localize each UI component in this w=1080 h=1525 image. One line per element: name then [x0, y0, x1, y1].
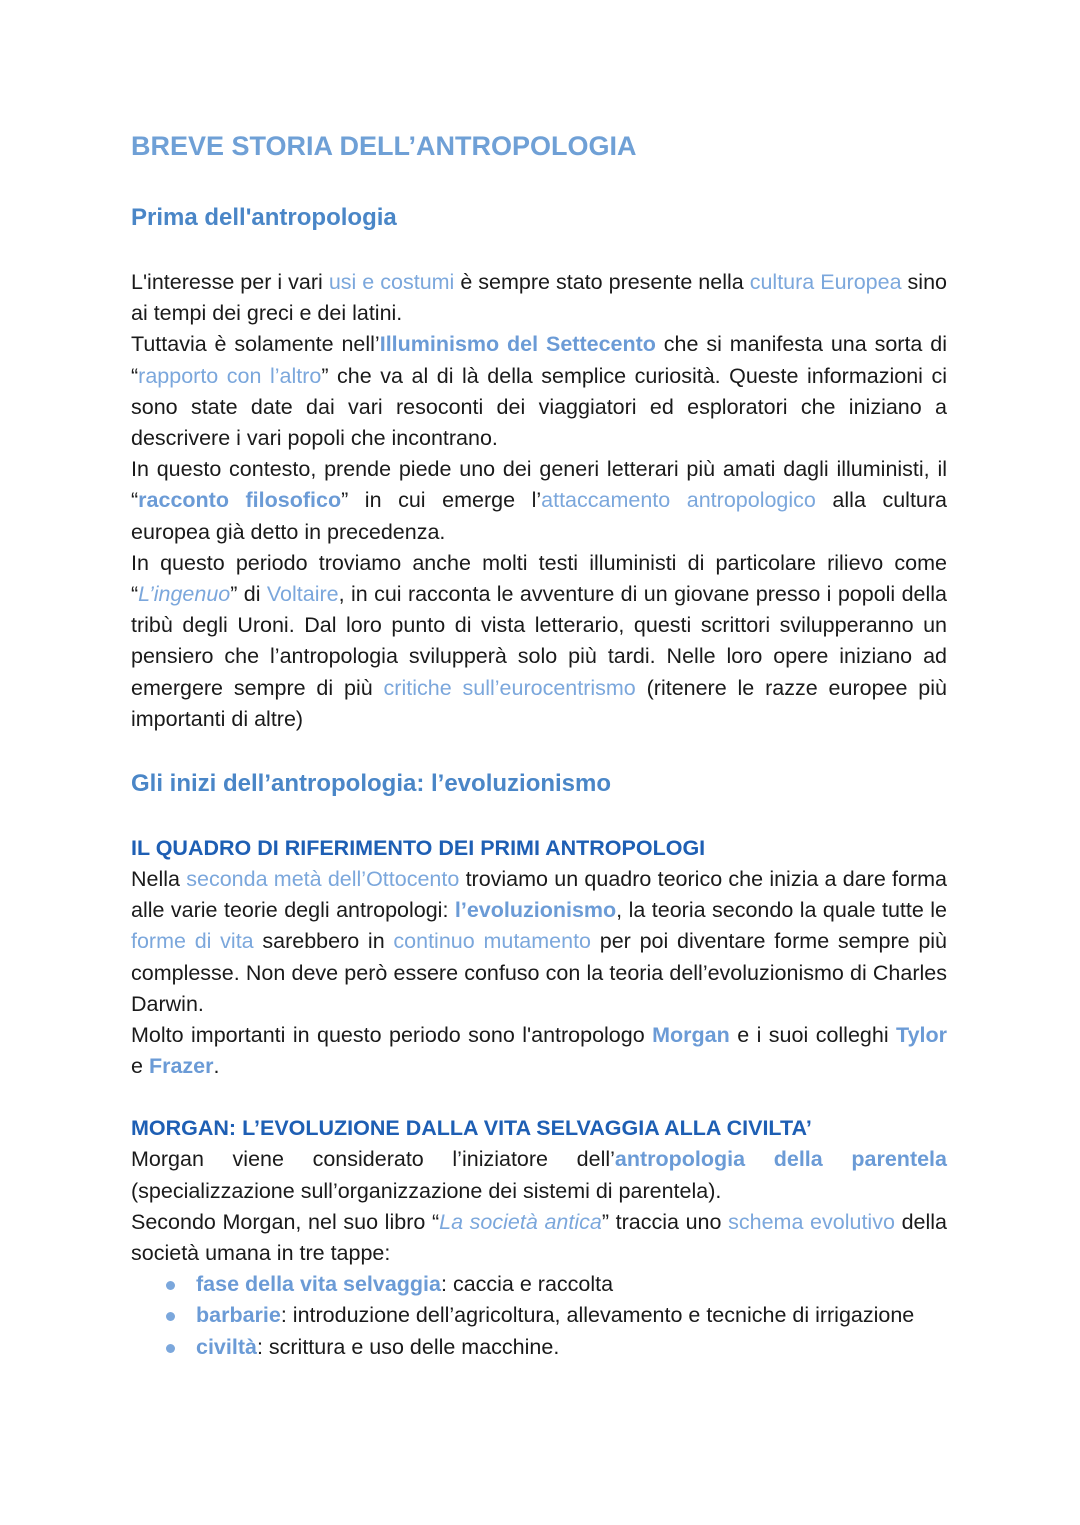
bold-tylor: Tylor: [896, 1023, 948, 1048]
italic-ingenuo: L’ingenuo: [138, 582, 231, 607]
highlight-seconda-meta: seconda metà dell’Ottocento: [186, 867, 460, 892]
list-item: fase della vita selvaggia: caccia e raccolta: [196, 1269, 947, 1300]
bold-evoluzionismo: l’evoluzionismo: [454, 898, 617, 923]
paragraph-interesse: L'interesse per i vari usi e costumi è sempre stato presente nella cultura Europea sino ai tempi dei greci e dei latini.: [131, 270, 947, 326]
stages-list: [131, 1269, 947, 1363]
paragraph-seconda-meta: Nella seconda metà dell’Ottocento troviamo un quadro teorico che inizia a dare forma alle varie teorie degli antropologi: l’evoluzionismo, la teoria secondo la quale tutte le forme di vita sarebbero in continuo mutamento per poi diventare forme sempre più complesse. Non deve però essere confuso con la teoria dell’evoluzionismo di Charles Darwin.: [131, 867, 948, 1016]
highlight-eurocentrismo: critiche sull’eurocentrismo: [383, 675, 636, 700]
paragraph-societa-antica: Secondo Morgan, nel suo libro “La società antica” traccia uno schema evolutivo della società umana in tre tappe:: [131, 1209, 947, 1266]
bullet-icon: [166, 1281, 175, 1290]
paragraph-illuminismo: Tuttavia è solamente nell’Illuminismo del Settecento che si manifesta una sorta di “rapporto con l’altro” che va al di là della semplice curiosità. Queste informazioni ci sono state date dai vari resoconti dei viaggiatori ed esploratori che iniziano a descrivere i vari popoli che incontrano.: [131, 332, 947, 451]
highlight-attaccamento: attaccamento antropologico: [541, 488, 816, 513]
highlight-continuo-mutamento: continuo mutamento: [393, 929, 592, 954]
highlight-voltaire: Voltaire: [266, 582, 339, 607]
highlight-schema-evolutivo: schema evolutivo: [728, 1209, 895, 1234]
bold-antropologia-parentela: antropologia della parentela: [614, 1147, 947, 1172]
bold-racconto-filosofico: racconto filosofico: [138, 488, 342, 513]
bullet-icon: [166, 1344, 175, 1353]
subheading-morgan: MORGAN: L’EVOLUZIONE DALLA VITA SELVAGGIA ALLA CIVILTA’: [131, 1116, 812, 1141]
section-heading-prima: Prima dell'antropologia: [131, 204, 397, 231]
subheading-quadro: IL QUADRO DI RIFERIMENTO DEI PRIMI ANTROPOLOGI: [131, 836, 706, 861]
bold-frazer: Frazer: [148, 1054, 214, 1079]
list-item: civiltà: scrittura e uso delle macchine.: [196, 1332, 947, 1363]
highlight-usi-costumi: usi e costumi: [328, 270, 455, 294]
paragraph-morgan-colleghi: Molto importanti in questo periodo sono l'antropologo Morgan e i suoi colleghi Tylor e Frazer.: [131, 1023, 948, 1079]
document-title: BREVE STORIA DELL’ANTROPOLOGIA: [131, 131, 637, 161]
bold-illuminismo: Illuminismo del Settecento: [379, 332, 656, 357]
paragraph-iniziatore: Morgan viene considerato l’iniziatore dell’antropologia della parentela (specializzazione sull’organizzazione dei sistemi di parentela).: [131, 1147, 947, 1203]
italic-societa-antica: La società antica: [439, 1209, 602, 1234]
highlight-cultura-europea: cultura Europea: [749, 270, 902, 294]
highlight-rapporto-altro: rapporto con l’altro: [138, 363, 322, 388]
section-heading-evoluzionismo: Gli inizi dell’antropologia: l’evoluzionismo: [131, 770, 612, 798]
paragraph-voltaire: In questo periodo troviamo anche molti testi illuministi di particolare rilievo come “L’ingenuo” di Voltaire, in cui racconta le avventure di un giovane presso i popoli della tribù degli Uroni. Dal loro punto di vista letterario, questi scrittori svilupperanno un pensiero che l’antropologia svilupperà solo più tardi. Nelle loro opere iniziano ad emergere sempre di più critiche sull’eurocentrismo (ritenere le razze europee più importanti di altre): [131, 550, 947, 731]
list-item: barbarie: introduzione dell’agricoltura, allevamento e tecniche di irrigazione: [196, 1300, 947, 1331]
bold-morgan: Morgan: [652, 1023, 730, 1048]
highlight-forme-vita: forme di vita: [131, 929, 254, 954]
paragraph-racconto-filosofico: In questo contesto, prende piede uno dei generi letterari più amati dagli illuministi, il “racconto filosofico” in cui emerge l’attaccamento antropologico alla cultura europea già detto in precedenza.: [131, 457, 947, 544]
bullet-icon: [166, 1312, 175, 1321]
